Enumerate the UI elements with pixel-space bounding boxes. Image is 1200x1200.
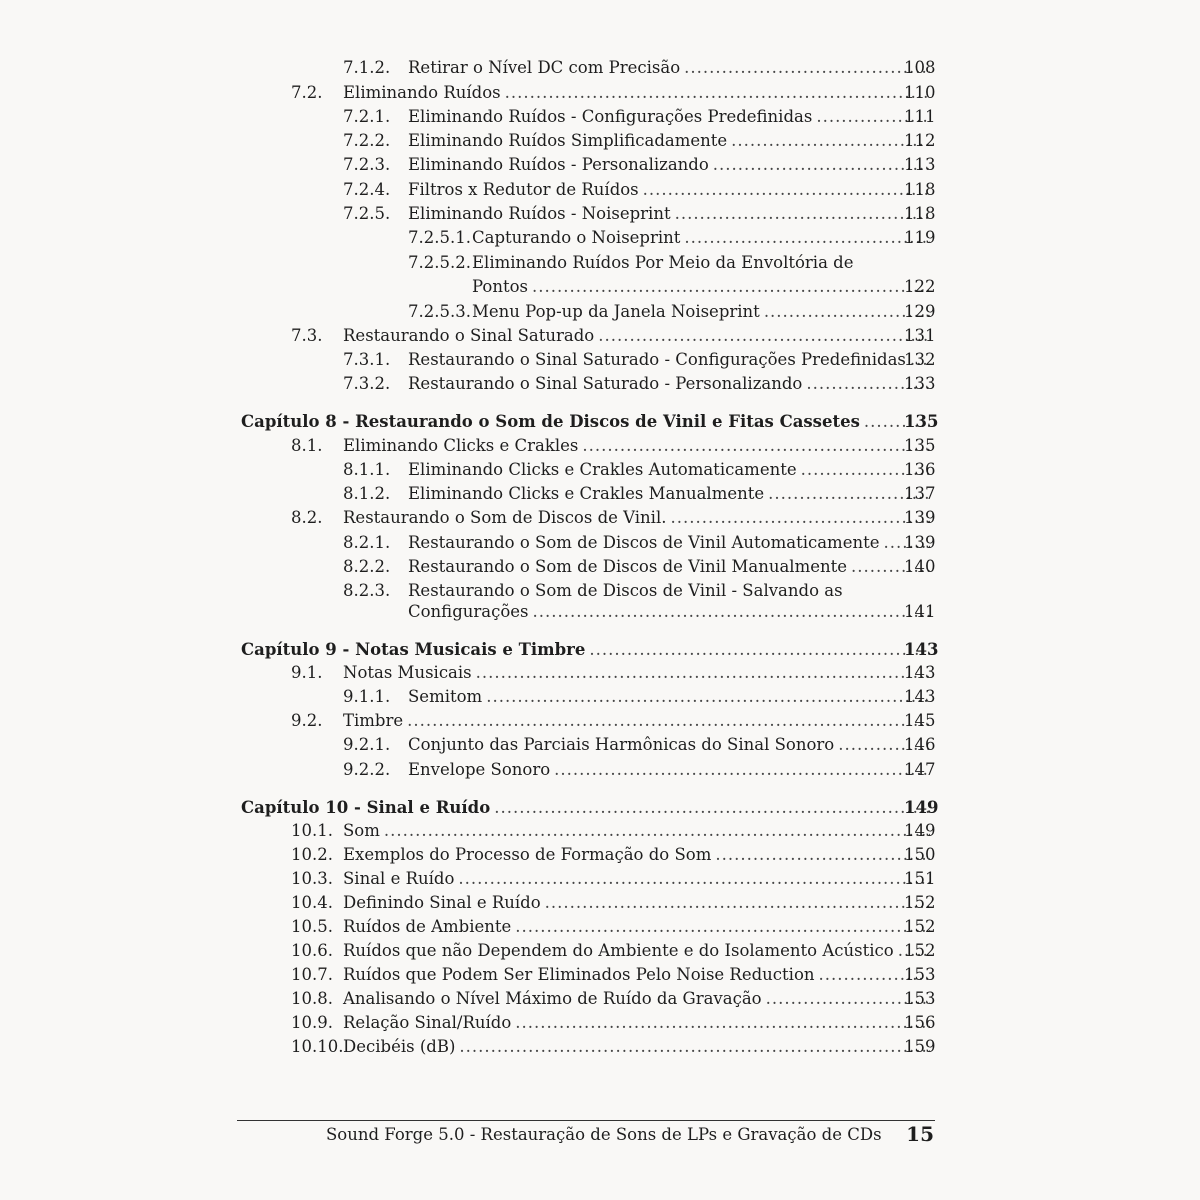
dot-leader (515, 1010, 930, 1036)
entry-page: 110 (904, 83, 936, 102)
toc-entry[interactable] (0, 128, 1200, 154)
entry-page: 131 (904, 326, 936, 345)
dot-leader (545, 890, 930, 916)
entry-page: 159 (904, 1037, 936, 1056)
entry-title: Retirar o Nível DC com Precisão (408, 58, 681, 77)
entry-page: 139 (904, 508, 936, 527)
dot-leader (675, 201, 930, 227)
toc-entry[interactable] (0, 505, 1200, 531)
toc-entry[interactable] (0, 842, 1200, 868)
chapter-page: 135 (904, 412, 939, 431)
entry-title: Conjunto das Parciais Harmônicas do Sinal Sonoro (408, 735, 835, 754)
entry-number: 8.1. (291, 436, 323, 455)
dot-leader (715, 842, 930, 868)
entry-page: 135 (904, 436, 936, 455)
chapter-title: Capítulo 8 - Restaurando o Som de Discos de Vinil e Fitas Cassetes (241, 412, 860, 431)
dot-leader (515, 914, 930, 940)
toc-entry[interactable] (0, 986, 1200, 1012)
dot-leader (486, 684, 930, 710)
dot-leader (476, 660, 930, 686)
entry-number: 10.4. (291, 893, 333, 912)
entry-title: Semitom (408, 687, 483, 706)
toc-entry[interactable] (0, 866, 1200, 892)
entry-number: 9.2. (291, 711, 323, 730)
entry-number: 10.10. (291, 1037, 344, 1056)
entry-number: 8.2.2. (343, 557, 391, 576)
entry-page: 151 (904, 869, 936, 888)
toc-entry[interactable] (0, 962, 1200, 988)
entry-title: Sinal e Ruído (343, 869, 455, 888)
toc-entry[interactable] (0, 757, 1200, 783)
entry-number: 10.6. (291, 941, 333, 960)
entry-page: 152 (904, 917, 936, 936)
entry-page: 132 (904, 350, 936, 369)
entry-title: Exemplos do Processo de Formação do Som (343, 845, 712, 864)
entry-page: 141 (904, 602, 936, 621)
entry-page: 152 (904, 893, 936, 912)
entry-title: Decibéis (dB) (343, 1037, 456, 1056)
toc-entry[interactable] (0, 371, 1200, 397)
toc-entry[interactable] (0, 890, 1200, 916)
entry-title: Ruídos de Ambiente (343, 917, 512, 936)
entry-page: 150 (904, 845, 936, 864)
toc-entry[interactable] (0, 104, 1200, 130)
entry-number: 10.8. (291, 989, 333, 1008)
entry-page: 129 (904, 302, 936, 321)
entry-page: 118 (904, 204, 936, 223)
entry-title: Eliminando Clicks e Crakles Automaticamente (408, 460, 797, 479)
entry-title: Configurações (408, 602, 529, 621)
entry-number: 7.2.1. (343, 107, 391, 126)
dot-leader (731, 128, 930, 154)
entry-title: Restaurando o Sinal Saturado (343, 326, 595, 345)
dot-leader (670, 505, 930, 531)
entry-number: 10.5. (291, 917, 333, 936)
dot-leader (459, 1034, 930, 1060)
entry-number: 7.2.5. (343, 204, 391, 223)
entry-title: Ruídos que não Dependem do Ambiente e do Isolamento Acústico (343, 941, 894, 960)
toc-entry[interactable] (0, 80, 1200, 106)
toc-entry-continuation[interactable] (0, 599, 1200, 625)
entry-page: 112 (904, 131, 936, 150)
entry-title: Restaurando o Som de Discos de Vinil Manualmente (408, 557, 848, 576)
entry-page: 111 (904, 107, 936, 126)
entry-number: 7.1.2. (343, 58, 391, 77)
chapter-page: 143 (904, 640, 939, 659)
toc-entry[interactable] (0, 660, 1200, 686)
entry-page: 139 (904, 533, 936, 552)
toc-entry[interactable] (0, 1034, 1200, 1060)
entry-title: Eliminando Clicks e Crakles Manualmente (408, 484, 765, 503)
entry-title: Eliminando Ruídos - Personalizando (408, 155, 709, 174)
entry-page: 136 (904, 460, 936, 479)
entry-page: 133 (904, 374, 936, 393)
toc-entry[interactable] (0, 708, 1200, 734)
entry-number: 8.1.1. (343, 460, 391, 479)
toc-entry[interactable] (0, 225, 1200, 251)
toc-entry[interactable] (0, 250, 1200, 276)
toc-entry[interactable] (0, 938, 1200, 964)
dot-leader (532, 274, 930, 300)
entry-page: 152 (904, 941, 936, 960)
entry-number: 7.3.2. (343, 374, 391, 393)
entry-page: 145 (904, 711, 936, 730)
entry-number: 8.1.2. (343, 484, 391, 503)
entry-page: 156 (904, 1013, 936, 1032)
entry-page: 140 (904, 557, 936, 576)
toc-entry[interactable] (0, 1010, 1200, 1036)
entry-number: 9.1. (291, 663, 323, 682)
entry-number: 7.2.5.2. (408, 253, 471, 272)
entry-title: Eliminando Clicks e Crakles (343, 436, 579, 455)
entry-title: Restaurando o Som de Discos de Vinil. (343, 508, 667, 527)
entry-title: Notas Musicais (343, 663, 472, 682)
entry-number: 9.2.1. (343, 735, 391, 754)
entry-title: Timbre (343, 711, 404, 730)
entry-number: 10.3. (291, 869, 333, 888)
entry-title: Menu Pop-up da Janela Noiseprint (472, 302, 760, 321)
page-number: 15 (906, 1122, 934, 1146)
chapter-title: Capítulo 10 - Sinal e Ruído (241, 798, 491, 817)
toc-entry[interactable] (0, 554, 1200, 580)
toc-entry[interactable] (0, 177, 1200, 203)
entry-title: Restaurando o Som de Discos de Vinil - Salvando as (408, 581, 843, 600)
entry-title: Restaurando o Sinal Saturado - Configurações Predefinidas (408, 350, 906, 369)
entry-page: 149 (904, 821, 936, 840)
entry-title: Som (343, 821, 380, 840)
entry-number: 10.1. (291, 821, 333, 840)
entry-number: 10.7. (291, 965, 333, 984)
entry-number: 7.2.5.3. (408, 302, 471, 321)
entry-page: 143 (904, 663, 936, 682)
toc-entry-continuation[interactable] (0, 274, 1200, 300)
dot-leader (643, 177, 930, 203)
dot-leader (684, 55, 930, 81)
toc-chapter[interactable] (0, 409, 1200, 435)
entry-page: 143 (904, 687, 936, 706)
entry-page: 137 (904, 484, 936, 503)
entry-title: Eliminando Ruídos Simplificadamente (408, 131, 728, 150)
entry-number: 8.2.3. (343, 581, 391, 600)
dot-leader (713, 152, 930, 178)
entry-number: 7.3. (291, 326, 323, 345)
dot-leader (458, 866, 930, 892)
chapter-title: Capítulo 9 - Notas Musicais e Timbre (241, 640, 586, 659)
entry-number: 7.2.2. (343, 131, 391, 150)
footer-rule (237, 1120, 935, 1121)
toc-entry[interactable] (0, 347, 1200, 373)
toc-entry[interactable] (0, 201, 1200, 227)
entry-number: 10.2. (291, 845, 333, 864)
toc-entry[interactable] (0, 55, 1200, 81)
toc-entry[interactable] (0, 457, 1200, 483)
entry-title: Envelope Sonoro (408, 760, 551, 779)
entry-number: 9.1.1. (343, 687, 391, 706)
entry-number: 7.2.3. (343, 155, 391, 174)
chapter-page: 149 (904, 798, 939, 817)
entry-number: 7.2. (291, 83, 323, 102)
entry-title: Filtros x Redutor de Ruídos (408, 180, 639, 199)
entry-number: 8.2. (291, 508, 323, 527)
entry-title: Definindo Sinal e Ruído (343, 893, 541, 912)
dot-leader (533, 599, 930, 625)
entry-title: Eliminando Ruídos - Configurações Predefinidas (408, 107, 813, 126)
toc-entry[interactable] (0, 530, 1200, 556)
toc-entry[interactable] (0, 818, 1200, 844)
entry-title: Capturando o Noiseprint (472, 228, 681, 247)
entry-page: 153 (904, 965, 936, 984)
entry-number: 7.2.5.1. (408, 228, 471, 247)
entry-title: Eliminando Ruídos (343, 83, 501, 102)
toc-entry[interactable] (0, 732, 1200, 758)
entry-page: 146 (904, 735, 936, 754)
dot-leader (684, 225, 930, 251)
dot-leader (598, 323, 930, 349)
toc-entry[interactable] (0, 684, 1200, 710)
entry-page: 108 (904, 58, 936, 77)
entry-number: 10.9. (291, 1013, 333, 1032)
entry-title: Restaurando o Som de Discos de Vinil Automaticamente (408, 533, 880, 552)
dot-leader (554, 757, 930, 783)
entry-title: Eliminando Ruídos Por Meio da Envoltória de (472, 253, 854, 272)
entry-page: 153 (904, 989, 936, 1008)
entry-page: 118 (904, 180, 936, 199)
entry-page: 119 (904, 228, 936, 247)
toc-entry[interactable] (0, 323, 1200, 349)
entry-number: 8.2.1. (343, 533, 391, 552)
entry-page: 113 (904, 155, 936, 174)
dot-leader (505, 80, 930, 106)
entry-title: Restaurando o Sinal Saturado - Personalizando (408, 374, 803, 393)
entry-number: 9.2.2. (343, 760, 391, 779)
toc-entry[interactable] (0, 299, 1200, 325)
entry-title: Relação Sinal/Ruído (343, 1013, 512, 1032)
toc-entry[interactable] (0, 152, 1200, 178)
dot-leader (407, 708, 930, 734)
entry-title: Analisando o Nível Máximo de Ruído da Gravação (343, 989, 762, 1008)
toc-entry[interactable] (0, 481, 1200, 507)
entry-number: 7.2.4. (343, 180, 391, 199)
entry-number: 7.3.1. (343, 350, 391, 369)
entry-page: 147 (904, 760, 936, 779)
entry-page: 122 (904, 277, 936, 296)
toc-entry[interactable] (0, 433, 1200, 459)
dot-leader (582, 433, 930, 459)
toc-entry[interactable] (0, 914, 1200, 940)
dot-leader (384, 818, 930, 844)
entry-title: Ruídos que Podem Ser Eliminados Pelo Noise Reduction (343, 965, 815, 984)
entry-title: Eliminando Ruídos - Noiseprint (408, 204, 671, 223)
entry-title: Pontos (472, 277, 529, 296)
running-footer: Sound Forge 5.0 - Restauração de Sons de LPs e Gravação de CDs (326, 1125, 882, 1144)
